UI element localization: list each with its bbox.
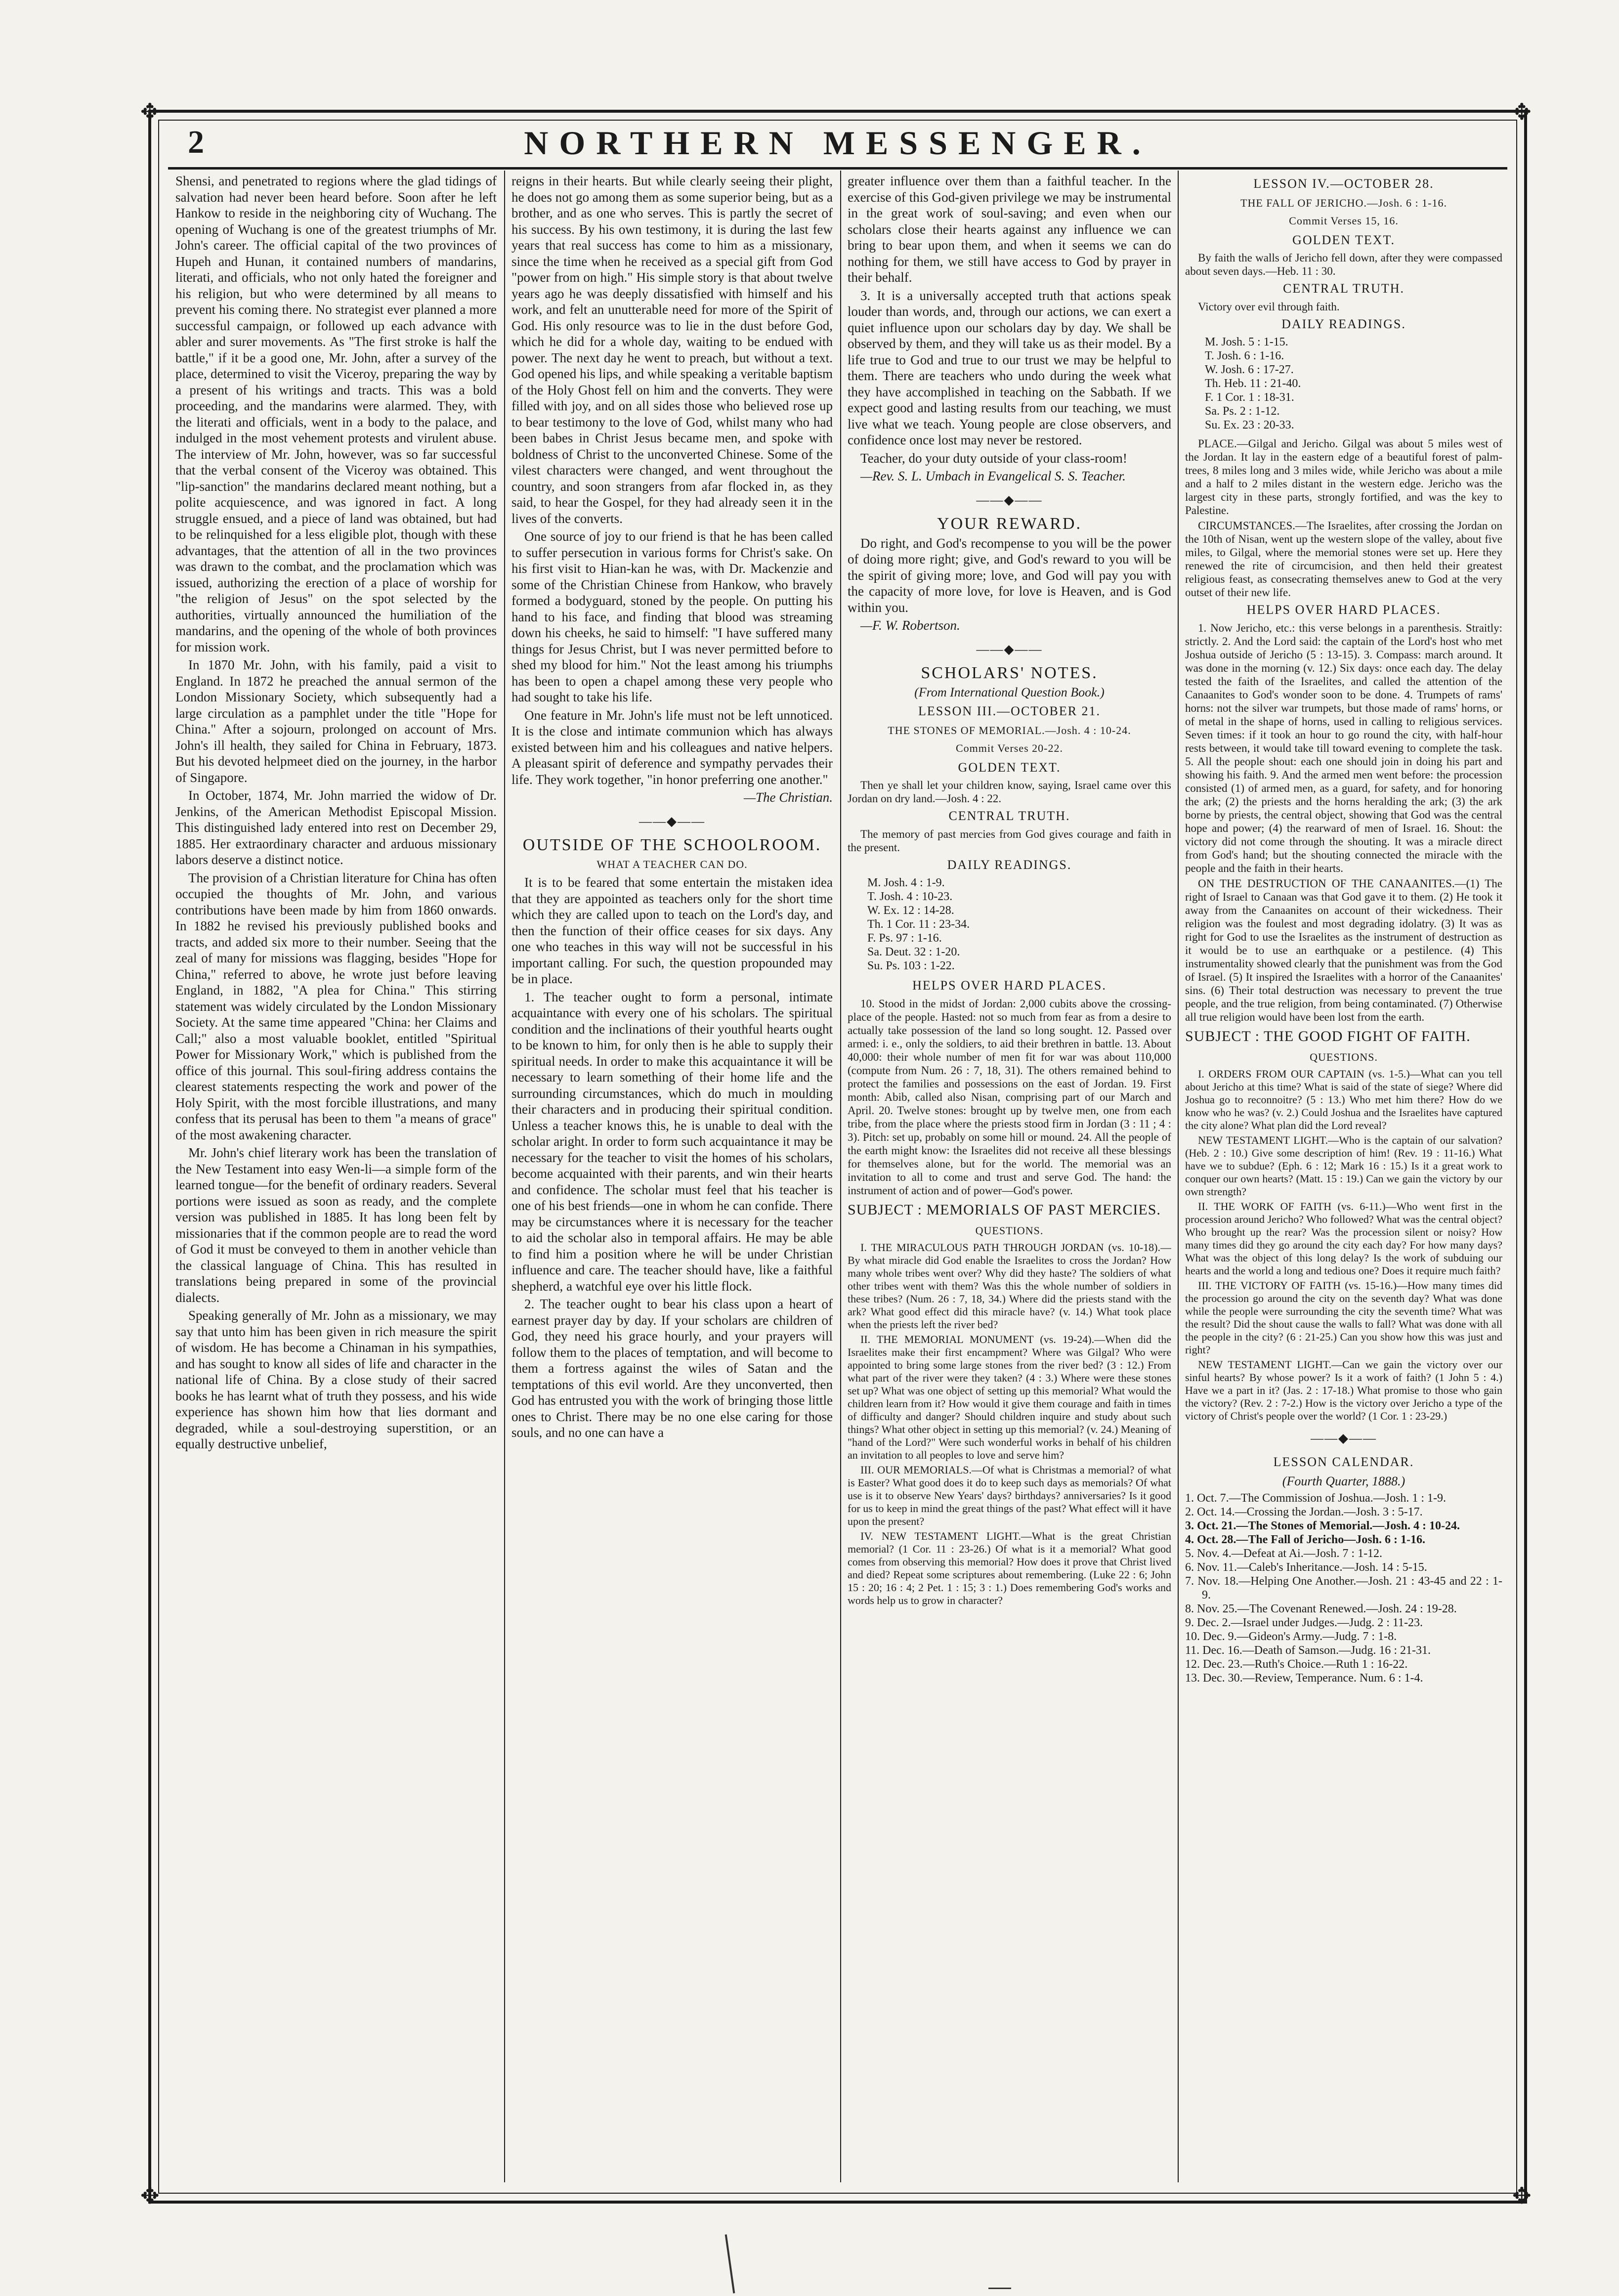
section-divider: ——◆—— <box>976 642 1043 656</box>
reading-item: Th. Heb. 11 : 21-40. <box>1205 377 1301 390</box>
reading-item: Sa. Deut. 32 : 1-20. <box>867 946 960 958</box>
column-2 <box>511 173 833 2180</box>
destruction-note: ON THE DESTRUCTION OF THE CANAANITES.—(1) The right of Israel to Canaan was that God gave it to them. (2) He took it away from the Canaanites on account of their wickedness. Their religion was the foulest and most degrading idolatry. (3) It was as right for God to use the Israelites as the instrument of destruction as it would be to use an earthquake or a pestilence. (4) This instrumentality showed clearly that the punishment was from the God of Israel. (5) It inspired the Israelites with a horror of the Canaanites' sins. (6) Their total destruction was necessary to prevent the true people, and the true religion, from being contaminated. (7) Otherwise all true religion would have been lost from the earth. <box>1185 877 1502 1023</box>
reading-item: M. Josh. 5 : 1-15. <box>1205 336 1288 348</box>
central-truth: The memory of past mercies from God gives courage and faith in the present. <box>848 827 1171 854</box>
calendar-item: 6. Nov. 11.—Caleb's Inheritance.—Josh. 14 : 5-15. <box>1185 1561 1427 1574</box>
page-number: 2 <box>188 124 204 160</box>
section-divider: ——◆—— <box>1311 1430 1377 1445</box>
reading-item: T. Josh. 6 : 1-16. <box>1205 349 1284 362</box>
lesson-number: LESSON III.—OCTOBER 21. <box>918 704 1101 718</box>
article-subheading: WHAT A TEACHER CAN DO. <box>596 858 748 870</box>
commit-verses: Commit Verses 15, 16. <box>1289 215 1399 227</box>
question-block: I. THE MIRACULOUS PATH THROUGH JORDAN (vs. 10-18).—By what miracle did God enable the Israelites to cross the Jordan? How many whole tribes went over? Why did they haste? The soldiers of what other tribes went with them? Was this the whole number of soldiers in these tribes? (Num. 26 : 7, 18, 34.) Where did the priests stand with the ark? What good effect did this miracle have? (v. 14.) What took place when the priests left the river bed? <box>848 1241 1171 1331</box>
lesson-subject: SUBJECT : THE GOOD FIGHT OF FAITH. <box>1185 1028 1471 1044</box>
golden-text-heading: GOLDEN TEXT. <box>1292 232 1395 247</box>
column-divider <box>504 171 505 2182</box>
helps-heading: HELPS OVER HARD PLACES. <box>912 978 1107 993</box>
article-paragraph: Mr. John's chief literary work has been the translation of the New Testament into easy Wen-li—a simple form of the learned tongue—for the benefit of ordinary readers. Several portions were issued as soon as ready, and the complete version was published in 1885. It has long been felt by missionaries that if the common people are to read the word of God it must be conveyed to them in another vehicle than the classical language of China. This has resulted in translations being prepared in some of the provincial dialects. <box>175 1145 497 1305</box>
article-paragraph: 3. It is a universally accepted truth that actions speak louder than words, and, through our actions, we can exert a quiet influence upon our scholars day by day. We shall be observed by them, and they will take us as their model. By a life true to God and true to our trust we may be helpful to them. There are teachers who undo during the week what they have accomplished in teaching on the Sabbath. If we expect good and lasting results from our teaching, we must live what we teach. Young people are close observers, and confidence once lost may never be restored. <box>848 288 1171 447</box>
central-truth: Victory over evil through faith. <box>1198 300 1340 313</box>
column-divider <box>840 171 841 2182</box>
page-header <box>168 124 1507 168</box>
commit-verses: Commit Verses 20-22. <box>956 742 1063 754</box>
reading-item: Su. Ex. 23 : 20-33. <box>1205 419 1294 432</box>
reading-item: F. 1 Cor. 1 : 18-31. <box>1205 391 1294 404</box>
reading-item: Th. 1 Cor. 11 : 23-34. <box>867 918 970 931</box>
calendar-item: 7. Nov. 18.—Helping One Another.—Josh. 21 : 43-45 and 22 : 1-9. <box>1185 1575 1502 1602</box>
lesson-number: LESSON IV.—OCTOBER 28. <box>1253 176 1434 191</box>
corner-ornament-icon: ✥ <box>140 2183 160 2209</box>
scan-mark <box>725 2234 735 2293</box>
lesson-calendar <box>1185 1491 1502 1685</box>
header-rule <box>168 167 1507 170</box>
article-paragraph: 2. The teacher ought to bear his class upon a heart of earnest prayer day by day. If your scholars are children of God, they need his grace hourly, and your prayers will follow them to the places of temptation, and will become to them a fortress against the wiles of Satan and the temptations of this evil world. Are they unconverted, then God has entrusted you with the work of bringing those little ones to Christ. There may be no one else caring for those souls, and no one can have a <box>511 1297 833 1440</box>
article-paragraph: 1. The teacher ought to form a personal, intimate acquaintance with every one of his scholars. The spiritual condition and the inclinations of their youthful hearts ought to be known to him, for only then is he able to supply their spiritual needs. In order to make this acquaintance it will be necessary to learn something of their home life and the surrounding circumstances, which do much in moulding their characters and in producing their spiritual condition. Unless a teacher knows this, he is unable to deal with the scholar aright. In order to form such acquaintance it may be necessary for the teacher to visit the homes of his scholars, become acquainted with their parents, and win their hearts and confidence. The scholar must feel that his teacher is one of his best friends—one in whom he can confide. There may be circumstances where it is necessary for the teacher to aid the scholar also in temporal affairs. He may be able to find him a position where he will be under Christian influence and care. The teacher should have, like a faithful shepherd, a watchful eye over his little flock. <box>511 989 833 1294</box>
article-paragraph: One source of joy to our friend is that he has been called to suffer persecution in various forms for Christ's sake. On his first visit to Hian-kan he was, with Dr. Mackenzie and some of the Christian Chinese from Hankow, who bravely formed a bodyguard, stoned by the people. On putting his hand to his face, and finding that blood was streaming down his cheeks, he said to himself: "I have suffered many things for Jesus Christ, but I was never permitted before to shed my blood for him." Not the least among his triumphs has been to open a chapel among these very people who had sought to take his life. <box>511 529 833 704</box>
article-heading: OUTSIDE OF THE SCHOOLROOM. <box>522 836 822 854</box>
calendar-item: 12. Dec. 23.—Ruth's Choice.—Ruth 1 : 16-22. <box>1185 1658 1408 1671</box>
reading-item: F. Ps. 97 : 1-16. <box>867 932 942 945</box>
notes-source: (From International Question Book.) <box>914 685 1105 699</box>
article-paragraph: In October, 1874, Mr. John married the widow of Dr. Jenkins, of the American Methodist Episcopal Mission. This distinguished lady entered into rest on December 29, 1885. Her extraordinary character and arduous missionary labors deserve a distinct notice. <box>175 788 497 867</box>
reward-heading: YOUR REWARD. <box>937 515 1082 533</box>
corner-ornament-icon: ✥ <box>1512 99 1532 125</box>
article-credit: —Rev. S. L. Umbach in Evangelical S. S. Teacher. <box>860 469 1126 483</box>
article-credit: —The Christian. <box>743 790 833 805</box>
section-divider: ——◆—— <box>976 492 1043 507</box>
reading-item: Su. Ps. 103 : 1-22. <box>867 959 955 972</box>
question-block: IV. NEW TESTAMENT LIGHT.—What is the great Christian memorial? (1 Cor. 11 : 23-26.) Of what is it a memorial? What good comes from observing this memorial? How does it prove that Christ lived and died? Repeat some scriptures about remembering. (Luke 22 : 6; John 15 : 20; 16 : 4; 2 Pet. 1 : 15; 3 : 1.) Does remembering God's works and words help us to grow in character? <box>848 1529 1171 1606</box>
calendar-item: 5. Nov. 4.—Defeat at Ai.—Josh. 7 : 1-12. <box>1185 1547 1383 1560</box>
question-block: II. THE WORK OF FAITH (vs. 6-11.)—Who went first in the procession around Jericho? Who followed? What was the central object? Who brought up the rear? Was the procession silent or noisy? How many times did they go around the city each day? For how many days? What was the object of this long delay? Is the work of subduing our hearts and the world a long and tedious one? Does it require much faith? <box>1185 1200 1502 1277</box>
questions-heading: QUESTIONS. <box>1310 1051 1378 1063</box>
calendar-item: 4. Oct. 28.—The Fall of Jericho—Josh. 6 : 1-16. <box>1185 1533 1425 1546</box>
question-block: NEW TESTAMENT LIGHT.—Who is the captain of our salvation? (Heb. 2 : 10.) Give some description of him! (Rev. 19 : 11-16.) What have we to subdue? (Eph. 6 : 12; Mark 16 : 15.) Is it a great work to conquer our own hearts? (Matt. 15 : 19.) Can we gain the victory by our own strength? <box>1185 1133 1502 1198</box>
corner-ornament-icon: ✥ <box>140 99 160 125</box>
article-paragraph: Teacher, do your duty outside of your class-room! <box>860 450 1127 466</box>
daily-readings-heading: DAILY READINGS. <box>1281 316 1406 331</box>
questions-heading: QUESTIONS. <box>975 1224 1044 1237</box>
article-paragraph: In 1870 Mr. John, with his family, paid a visit to England. In 1872 he preached the annual sermon of the London Missionary Society, which subsequently had a large circulation as a pamphlet under the title "Hope for China." After a sojourn, prolonged on account of Mrs. John's ill health, they sailed for China in February, 1873. But his devoted helpmeet died on the journey, in the harbor of Singapore. <box>175 657 497 785</box>
calendar-subheading: (Fourth Quarter, 1888.) <box>1282 1473 1406 1488</box>
calendar-item: 13. Dec. 30.—Review, Temperance. Num. 6 : 1-4. <box>1185 1672 1423 1685</box>
section-divider: ——◆—— <box>639 814 705 828</box>
lesson-title: THE STONES OF MEMORIAL.—Josh. 4 : 10-24. <box>888 724 1131 736</box>
corner-ornament-icon: ✥ <box>1512 2183 1532 2209</box>
article-paragraph: greater influence over them than a faithful teacher. In the exercise of this God-given privilege we may be instrumental in the great work of soul-saving; and even when our scholars close their hearts against any influence we can bring to bear upon them, and when it seems we can do nothing for them, we still have access to God by prayer in their behalf. <box>848 173 1171 285</box>
question-block: I. ORDERS FROM OUR CAPTAIN (vs. 1-5.)—What can you tell about Jericho at this time? What is said of the state of siege? Where did Joshua go to reconnoitre? (5 : 13.) Who met him there? How do we know who he was? (v. 2.) Could Joshua and the Israelites have captured the city alone? What plan did the Lord reveal? <box>1185 1067 1502 1131</box>
reading-item: W. Ex. 12 : 14-28. <box>867 904 954 917</box>
reading-item: M. Josh. 4 : 1-9. <box>867 876 945 889</box>
column-1 <box>175 173 497 2180</box>
reward-credit: —F. W. Robertson. <box>860 618 960 633</box>
article-paragraph: reigns in their hearts. But while clearly seeing their plight, he does not go among them as some superior being, but as a brother, and as one who serves. This is partly the secret of his success. By his own testimony, it is during the last few years that real success has come to him as a missionary, since the time when he received as a special gift from God "power from on high." His simple story is that about twelve years ago he was deeply dissatisfied with himself and his work, and felt an unutterable need for more of the Spirit of God. His only resource was to lie in the dust before God, which he did for a whole day, waiting to be endued with power. The next day he went to preach, but without a text. God opened his lips, and while speaking a veritable baptism of the Holy Ghost fell on him and the converts. They were filled with joy, and on all sides those who believed rose up to bear testimony to the love of God, whilst many who had been babes in Christ Jesus became men, and spoke with boldness of Christ to the unconverted Chinese. Some of the vilest characters were changed, and went throughout the country, and soon strangers from afar flocked in, as they said, to hear the Gospel, for they had already seen it in the lives of the converts. <box>511 173 833 526</box>
daily-readings-heading: DAILY READINGS. <box>947 857 1072 872</box>
question-block: III. THE VICTORY OF FAITH (vs. 15-16.)—How many times did the procession go around the city on the seventh day? What was done while the people were surrounding the city the seventh time? What was the result? Did the shout cause the walls to fall? What was done with all the people in the city? (6 : 21-25.) Can you show how this was just and right? <box>1185 1279 1502 1356</box>
notes-heading: SCHOLARS' NOTES. <box>921 664 1098 682</box>
golden-text: By faith the walls of Jericho fell down, after they were compassed about seven days.—Heb. 11 : 30. <box>1185 252 1502 277</box>
masthead-title: NORTHERN MESSENGER. <box>524 124 1151 162</box>
golden-text-heading: GOLDEN TEXT. <box>958 760 1061 775</box>
central-truth-heading: CENTRAL TRUTH. <box>948 809 1070 823</box>
circumstances-note: CIRCUMSTANCES.—The Israelites, after crossing the Jordan on the 10th of Nisan, went up the western slope of the valley, about five miles, to Gilgal, where the memorial stones were set up. Here they renewed the rite of circumcision, and then held their greatest religious feast, as consecrating themselves anew to God at the very outset of their new life. <box>1185 520 1502 599</box>
reading-item: W. Josh. 6 : 17-27. <box>1205 363 1294 376</box>
column-divider <box>1178 171 1179 2182</box>
lesson-subject: SUBJECT : MEMORIALS OF PAST MERCIES. <box>848 1201 1161 1218</box>
calendar-item: 10. Dec. 9.—Gideon's Army.—Judg. 7 : 1-8. <box>1185 1630 1397 1643</box>
reward-text: Do right, and God's recompense to you will be the power of doing more right; give, and God's reward to you will be the spirit of giving more; love, and God will pay you with the capacity of more love, for love is Heaven, and is God within you. <box>848 535 1171 615</box>
calendar-item: 8. Nov. 25.—The Covenant Renewed.—Josh. 24 : 19-28. <box>1185 1603 1457 1615</box>
calendar-item: 11. Dec. 16.—Death of Samson.—Judg. 16 : 21-31. <box>1185 1644 1431 1657</box>
daily-readings <box>867 876 1171 973</box>
helps-heading: HELPS OVER HARD PLACES. <box>1246 603 1441 617</box>
central-truth-heading: CENTRAL TRUTH. <box>1282 281 1405 296</box>
lesson-title: THE FALL OF JERICHO.—Josh. 6 : 1-16. <box>1240 196 1447 209</box>
reading-item: T. Josh. 4 : 10-23. <box>867 890 953 903</box>
calendar-item: 9. Dec. 2.—Israel under Judges.—Judg. 2 : 11-23. <box>1185 1616 1423 1629</box>
scan-mark <box>988 2288 1011 2289</box>
calendar-item: 3. Oct. 21.—The Stones of Memorial.—Josh. 4 : 10-24. <box>1185 1519 1460 1532</box>
calendar-item: 1. Oct. 7.—The Commission of Joshua.—Josh. 1 : 1-9. <box>1185 1492 1446 1505</box>
helps-text: 10. Stood in the midst of Jordan: 2,000 cubits above the crossing-place of the people. Hasted: not so much from fear as from a desire to actually take possession of the land so long sought. 12. Passed over armed: i. e., only the soldiers, to aid their brethren in battle. 13. About 40,000: their whole number of men fit for war was about 110,000 (compute from Num. 26 : 7, 18, 31). The others remained behind to protect the families and possessions on the east of Jordan. 19. First month: Abib, called also Nisan, comprising part of our March and April. 20. Twelve stones: brought up by twelve men, one from each tribe, from the place where the priests stood firm in Jordan (3 : 11 ; 4 : 3). Pitch: set up, probably on some hill or mound. 24. All the people of the earth might know: the Israelites did not receive all these blessings for themselves alone, but for the world. The memorial was an invitation to all to come and trust and serve God. The hand: the instrument of action and of power—God's power. <box>848 997 1171 1197</box>
golden-text: Then ye shall let your children know, saying, Israel came over this Jordan on dry land.—Josh. 4 : 22. <box>848 779 1171 805</box>
article-paragraph: One feature in Mr. John's life must not be left unnoticed. It is the close and intimate communion which has always existed between him and his colleagues and native helpers. A pleasant spirit of deference and sympathy pervades their life. They work together, "in honor preferring one another." <box>511 707 833 787</box>
column-4 <box>1185 173 1502 2180</box>
calendar-heading: LESSON CALENDAR. <box>1273 1455 1414 1469</box>
question-block: II. THE MEMORIAL MONUMENT (vs. 19-24).—When did the Israelites make their first encampment? Where was Gilgal? Who were appointed to bring some large stones from the river bed? (3 : 12.) From what part of the river were they taken? (4 : 3.) Where were these stones set up? What was one object of setting up this memorial? What would the children learn from it? How would it give them courage and faith in times of difficulty and danger? Should children inquire and study about such things? What other object in setting up this memorial? (v. 24.) Meaning of "hand of the Lord?" Were such wonderful works in behalf of his children an invitation to all peoples to love and serve him? <box>848 1333 1171 1461</box>
helps-text: 1. Now Jericho, etc.: this verse belongs in a parenthesis. Straitly: strictly. 2. And the Lord said: the captain of the Lord's host who met Joshua outside of Jericho (5 : 13-15). 3. Compass: march around. It was done in the morning (v. 12.) Six days: once each day. The delay tested the faith of the Israelites, and called the attention of the Canaanites to God's wonder soon to be done. 4. Trumpets of rams' horns: not the silver war trumpets, but those made of rams' horns, or of metal in the shape of horns, used in calling to religious services. Seven times: if it took an hour to go round the city, with half-hour rests between, it would take till toward evening to complete the task. 5. All the people shout: each one should join in doing his part and showing his faith. 9. And the armed men went before: the procession consisted (1) of armed men, as a guard, for safety, and for honoring the ark; (2) the priests and the horns heralding the ark; (3) the ark borne by priests, the central object, showing that God was the central hope and power; (4) the rearward of men of Israel. 16. Shout: the victory did not come through the shouting. It was a miracle direct from God's hand; but the shouting connected the miracle with the people and the faith in their hearts. <box>1185 621 1502 874</box>
article-paragraph: Speaking generally of Mr. John as a missionary, we may say that unto him has been given in rich measure the spirit of wisdom. He has become a Chinaman in his sympathies, and has sought to know all sides of life and character in the national life of China. By a close study of their sacred books he has learnt what of truth they possess, and his wide experience has shown him how that lies dormant and degraded, while a soul-destroying superstition, or an equally destructive unbelief, <box>175 1308 497 1451</box>
article-paragraph: The provision of a Christian literature for China has often occupied the thoughts of Mr. John, and various contributions have been made by him from 1860 onwards. In 1882 he revised his previously published books and tracts, and added six more to their number. Seeing that the zeal of many for missions was flagging, besides "Hope for China," referred to above, he wrote just before leaving England, in 1882, "A plea for China." This stirring statement was widely circulated by the London Missionary Society. At the same time appeared "China: her Claims and Call;" also a most valuable booklet, entitled "Spiritual Power for Missionary Work," which is published from the office of this journal. This soul-firing address contains the clearest statements respecting the work and power of the Holy Spirit, with the most forcible illustrations, and many confess that its perusal has been to them "a means of grace" of the most awakening character. <box>175 870 497 1142</box>
article-paragraph: Shensi, and penetrated to regions where the glad tidings of salvation had never been heard before. Soon after he left Hankow to reside in the neighboring city of Wuchang. The opening of Wuchang is one of the greatest triumphs of Mr. John's career. The official capital of the two provinces of Hupeh and Hunan, it contained numbers of mandarins, literati, and officials, who not only hated the foreigner and his religion, but who were determined by all means to prevent his coming there. No strategist ever planned a more successful campaign, or followed up each advance with abler and surer movements. As "The first stroke is half the battle," if it be a good one, Mr. John, after a survey of the place, determined to visit the Viceroy, preparing the way by a present of his writings and tracts. This was a bold proceeding, and the mandarins were alarmed. They, with the literati and officials, went in a body to the palace, and indulged in the most vehement protests and virulent abuse. The interview of Mr. John, however, was so far successful that the verbal consent of the Viceroy was obtained. This "lip-sanction" the mandarins declared meant nothing, but a polite acquiescence, and was ignored in fact. A long struggle ensued, and a piece of land was obtained, but had to be relinquished for a less eligible plot, though with these advantages, that the attention of all in the two provinces was drawn to the combat, and the proclamation which was issued, authorizing the erection of a place of worship for "the religion of Jesus" on the spot selected by the authorities, virtually announced the humiliation of the mandarins, and the opening of the whole of both provinces for mission work. <box>175 173 497 654</box>
column-3 <box>848 173 1171 2180</box>
place-note: PLACE.—Gilgal and Jericho. Gilgal was about 5 miles west of the Jordan. It lay in the eastern edge of a beautiful forest of palm-trees, 8 miles long and 3 miles wide, while Jericho was about a mile and a half to 2 miles distant in the western edge. Jericho was the largest city in these parts, strongly fortified, and was the key to Palestine. <box>1185 437 1502 517</box>
daily-readings <box>1205 335 1502 432</box>
reading-item: Sa. Ps. 2 : 1-12. <box>1205 405 1280 418</box>
question-block: NEW TESTAMENT LIGHT.—Can we gain the victory over our sinful hearts? By whose power? Is it a work of faith? (1 John 5 : 4.) Have we a part in it? (Jas. 2 : 17-18.) What promise to those who gain the victory? (Rev. 2 : 7-2.) How is the victory over Jericho a type of the victory of Christ's people over the world? (1 Cor. 1 : 23-29.) <box>1185 1358 1502 1422</box>
calendar-item: 2. Oct. 14.—Crossing the Jordan.—Josh. 3 : 5-17. <box>1185 1506 1423 1518</box>
question-block: III. OUR MEMORIALS.—Of what is Christmas a memorial? of what is Easter? What good does it do to keep such days as memorials? Of what use is it to observe New Years' days? birthdays? anniversaries? Is it good for us to keep in mind the great things of the past? What effect will it have upon the present? <box>848 1463 1171 1527</box>
article-paragraph: It is to be feared that some entertain the mistaken idea that they are appointed as teachers only for the short time which they are called upon to teach on the Lord's day, and then the function of their office ceases for six days. Any one who teaches in this way will not be successful in his important calling. For such, the question propounded may be in place. <box>511 875 833 986</box>
